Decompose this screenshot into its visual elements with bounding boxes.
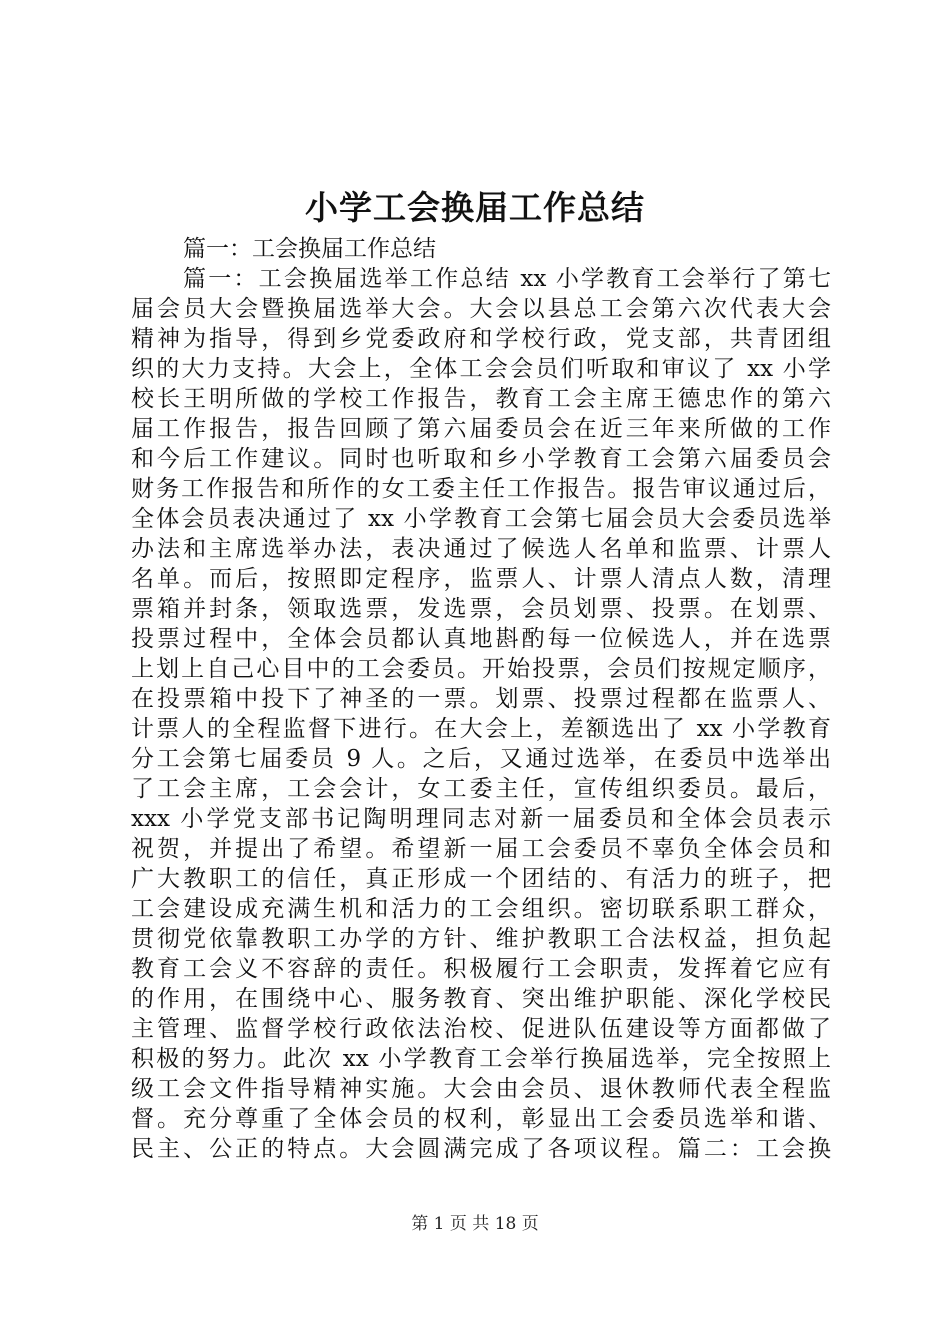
paragraph-line: 计票人的全程监督下进行。在大会上，差额选出了 xx 小学教育 bbox=[131, 716, 831, 742]
paragraph-line: 票箱并封条，领取选票，发选票，会员划票、投票。在划票、 bbox=[131, 596, 831, 622]
paragraph-line: 的作用，在围绕中心、服务教育、突出维护职能、深化学校民 bbox=[131, 986, 831, 1012]
paragraph-line: 民主、公正的特点。大会圆满完成了各项议程。篇二：工会换 bbox=[131, 1136, 831, 1162]
paragraph-line: 篇一：工会换届选举工作总结 xx 小学教育工会举行了第七 bbox=[183, 266, 831, 292]
paragraph-line: 祝贺，并提出了希望。希望新一届工会委员不辜负全体会员和 bbox=[131, 836, 831, 862]
paragraph-line: 校长王明所做的学校工作报告，教育工会主席王德忠作的第六 bbox=[131, 386, 831, 412]
paragraph-line: 主管理、监督学校行政依法治校、促进队伍建设等方面都做了 bbox=[131, 1016, 831, 1042]
paragraph-line: 上划上自己心目中的工会委员。开始投票，会员们按规定顺序， bbox=[131, 656, 831, 682]
paragraph-line: 和今后工作建议。同时也听取和乡小学教育工会第六届委员会 bbox=[131, 446, 831, 472]
paragraph-line: 届工作报告，报告回顾了第六届委员会在近三年来所做的工作 bbox=[131, 416, 831, 442]
paragraph-line: 督。充分尊重了全体会员的权利，彰显出工会委员选举和谐、 bbox=[131, 1106, 831, 1132]
paragraph-line: 了工会主席，工会会计，女工委主任，宣传组织委员。最后， bbox=[131, 776, 831, 802]
paragraph-line: 织的大力支持。大会上，全体工会会员们听取和审议了 xx 小学 bbox=[131, 356, 831, 382]
paragraph-line: 精神为指导，得到乡党委政府和学校行政，党支部，共青团组 bbox=[131, 326, 831, 352]
paragraph-line: 分工会第七届委员 9 人。之后，又通过选举，在委员中选举出 bbox=[131, 746, 831, 772]
paragraph-line: 广大教职工的信任，真正形成一个团结的、有活力的班子，把 bbox=[131, 866, 831, 892]
paragraph-line: 工会建设成充满生机和活力的工会组织。密切联系职工群众， bbox=[131, 896, 831, 922]
paragraph-line: 积极的努力。此次 xx 小学教育工会举行换届选举，完全按照上 bbox=[131, 1046, 831, 1072]
paragraph-line: 名单。而后，按照即定程序，监票人、计票人清点人数，清理 bbox=[131, 566, 831, 592]
paragraph-line: 在投票箱中投下了神圣的一票。划票、投票过程都在监票人、 bbox=[131, 686, 831, 712]
paragraph-line: xxx 小学党支部书记陶明理同志对新一届委员和全体会员表示 bbox=[131, 806, 831, 832]
paragraph-line: 级工会文件指导精神实施。大会由会员、退休教师代表全程监 bbox=[131, 1076, 831, 1102]
paragraph-line: 财务工作报告和所作的女工委主任工作报告。报告审议通过后， bbox=[131, 476, 831, 502]
paragraph-line: 贯彻党依靠教职工办学的方针、维护教职工合法权益，担负起 bbox=[131, 926, 831, 952]
paragraph-line: 投票过程中，全体会员都认真地斟酌每一位候选人，并在选票 bbox=[131, 626, 831, 652]
paragraph-line: 办法和主席选举办法，表决通过了候选人名单和监票、计票人 bbox=[131, 536, 831, 562]
document-body bbox=[131, 234, 831, 1164]
paragraph-line: 全体会员表决通过了 xx 小学教育工会第七届会员大会委员选举 bbox=[131, 506, 831, 532]
section-heading: 篇一：工会换届工作总结 bbox=[183, 236, 436, 262]
document-title: 小学工会换届工作总结 bbox=[305, 188, 645, 227]
paragraph-line: 届会员大会暨换届选举大会。大会以县总工会第六次代表大会 bbox=[131, 296, 831, 322]
page-footer: 第 1 页 共 18 页 bbox=[411, 1214, 539, 1234]
paragraph-line: 教育工会义不容辞的责任。积极履行工会职责，发挥着它应有 bbox=[131, 956, 831, 982]
